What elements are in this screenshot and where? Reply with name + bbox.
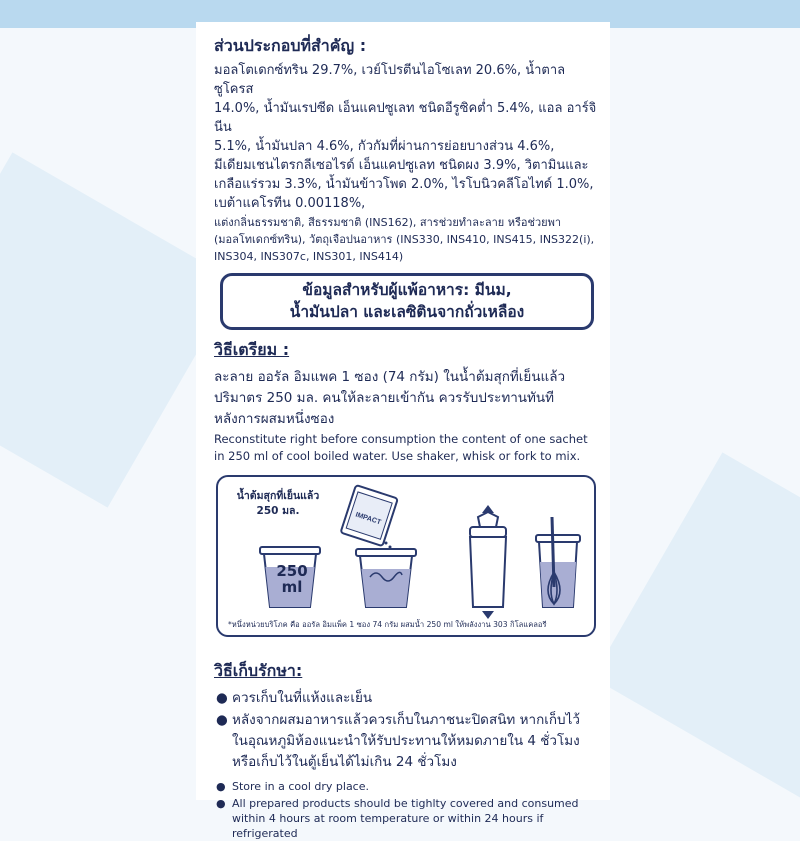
- list-item: [214, 796, 598, 841]
- storage-line: หรือเก็บไว้ในตู้เย็นได้ไม่เกิน 24 ชั่วโมง: [232, 754, 457, 770]
- allergen-box: [220, 273, 594, 330]
- storage-line: ในอุณหภูมิห้องแนะนำให้รับประทานให้หมดภายใน 4 ชั่วโมง: [232, 733, 580, 749]
- preparation-line-en: Reconstitute right before consumption the content of one sachet: [214, 432, 588, 446]
- cup-volume-unit: ml: [281, 578, 303, 596]
- preparation-thai: [214, 367, 598, 430]
- additives-line: (มอลโทเดกซ์ทริน), วัตถุเจือปนอาหาร (INS330, INS410, INS415, INS322(i),: [214, 233, 595, 246]
- list-item: [214, 779, 598, 794]
- ingredients-line: 5.1%, น้ำมันปลา 4.6%, กัวกัมที่ผ่านการย่อยบางส่วน 4.6%,: [214, 139, 555, 154]
- water-label: [228, 489, 328, 519]
- ingredients-line: เกลือแร่รวม 3.3%, น้ำมันข้าวโพด 2.0%, ไรโบนิวคลีโอไทด์ 1.0%,: [214, 177, 594, 192]
- ingredients-line: เบต้าแคโรทีน 0.00118%,: [214, 196, 366, 211]
- storage-line-en: within 4 hours at room temperature or within 24 hours if: [232, 812, 544, 825]
- bullet-icon: ●: [216, 712, 228, 728]
- storage-title: วิธีเก็บรักษา:: [214, 661, 303, 680]
- ingredients-main: [214, 61, 598, 213]
- list-item: [214, 710, 598, 773]
- storage-thai-list: [214, 688, 598, 773]
- bullet-icon: ●: [216, 780, 226, 793]
- additives-line: แต่งกลิ่นธรรมชาติ, สีธรรมชาติ (INS162), สารช่วยทำละลาย หรือช่วยพา: [214, 216, 561, 229]
- preparation-line-en: in 250 ml of cool boiled water. Use shaker, whisk or fork to mix.: [214, 449, 581, 463]
- allergen-line: น้ำมันปลา และเลซิตินจากถั่วเหลือง: [289, 303, 525, 321]
- ingredients-line: มีเดียมเชนไตรกลีเซอไรด์ เอ็นแคปซูเลท ชนิดผง 3.9%, วิตามินและ: [214, 158, 589, 173]
- bullet-icon: ●: [216, 797, 226, 810]
- storage-english-list: [214, 779, 598, 841]
- storage-line: หลังจากผสมอาหารแล้วควรเก็บในภาชนะปิดสนิท หากเก็บไว้: [232, 712, 580, 728]
- storage-line-en: Store in a cool dry place.: [232, 780, 369, 793]
- allergen-line: ข้อมูลสำหรับผู้แพ้อาหาร: มีนม,: [302, 281, 512, 299]
- storage-line-en: All prepared products should be tighlty covered and consumed: [232, 797, 579, 810]
- storage-line-en: refrigerated: [232, 827, 298, 840]
- water-label-line: 250 มล.: [256, 505, 300, 517]
- preparation-title: วิธีเตรียม :: [214, 340, 290, 359]
- sachet-brand-text: IMPACT: [354, 511, 382, 527]
- background-shape-right: [592, 452, 800, 807]
- whisk-icon: [536, 517, 580, 607]
- water-label-line: น้ำต้มสุกที่เย็นแล้ว: [236, 490, 320, 502]
- preparation-diagram: [216, 475, 596, 637]
- shaker-icon: [470, 505, 506, 619]
- label-content: [214, 34, 598, 841]
- ingredients-title: ส่วนประกอบที่สำคัญ :: [214, 36, 367, 55]
- preparation-line: ละลาย ออรัล อิมแพค 1 ซอง (74 กรัม) ในน้ำต้มสุกที่เย็นแล้ว: [214, 369, 566, 385]
- ingredients-line: มอลโตเดกซ์ทริน 29.7%, เวย์โปรตีนไอโซเลท 20.6%, น้ำตาลซูโครส: [214, 63, 566, 97]
- ingredients-line: 14.0%, น้ำมันเรปซีด เอ็นแคปซูเลท ชนิดอีรูซิคต่ำ 5.4%, แอล อาร์จินีน: [214, 101, 597, 135]
- bullet-icon: ●: [216, 690, 228, 706]
- sachet-icon: [341, 485, 398, 546]
- list-item: [214, 688, 598, 709]
- preparation-line: หลังการผสมหนึ่งซอง: [214, 411, 335, 427]
- additives-line: INS304, INS307c, INS301, INS414): [214, 250, 404, 263]
- ingredients-additives: [214, 214, 598, 265]
- cup-volume-label: [262, 563, 322, 595]
- serving-footnote: *หนึ่งหน่วยบริโภค คือ ออรัล อิมแพ็ค 1 ซอง 74 กรัม ผสมน้ำ 250 ml ให้พลังงาน 303 กิโลแคลอรี: [228, 620, 547, 629]
- mixing-cup-icon: [356, 549, 416, 607]
- preparation-english: [214, 431, 598, 465]
- storage-line: ควรเก็บในที่แห้งและเย็น: [232, 690, 373, 706]
- cup-volume-value: 250: [276, 562, 308, 580]
- preparation-line: ปริมาตร 250 มล. คนให้ละลายเข้ากัน ควรรับประทานทันที: [214, 390, 555, 406]
